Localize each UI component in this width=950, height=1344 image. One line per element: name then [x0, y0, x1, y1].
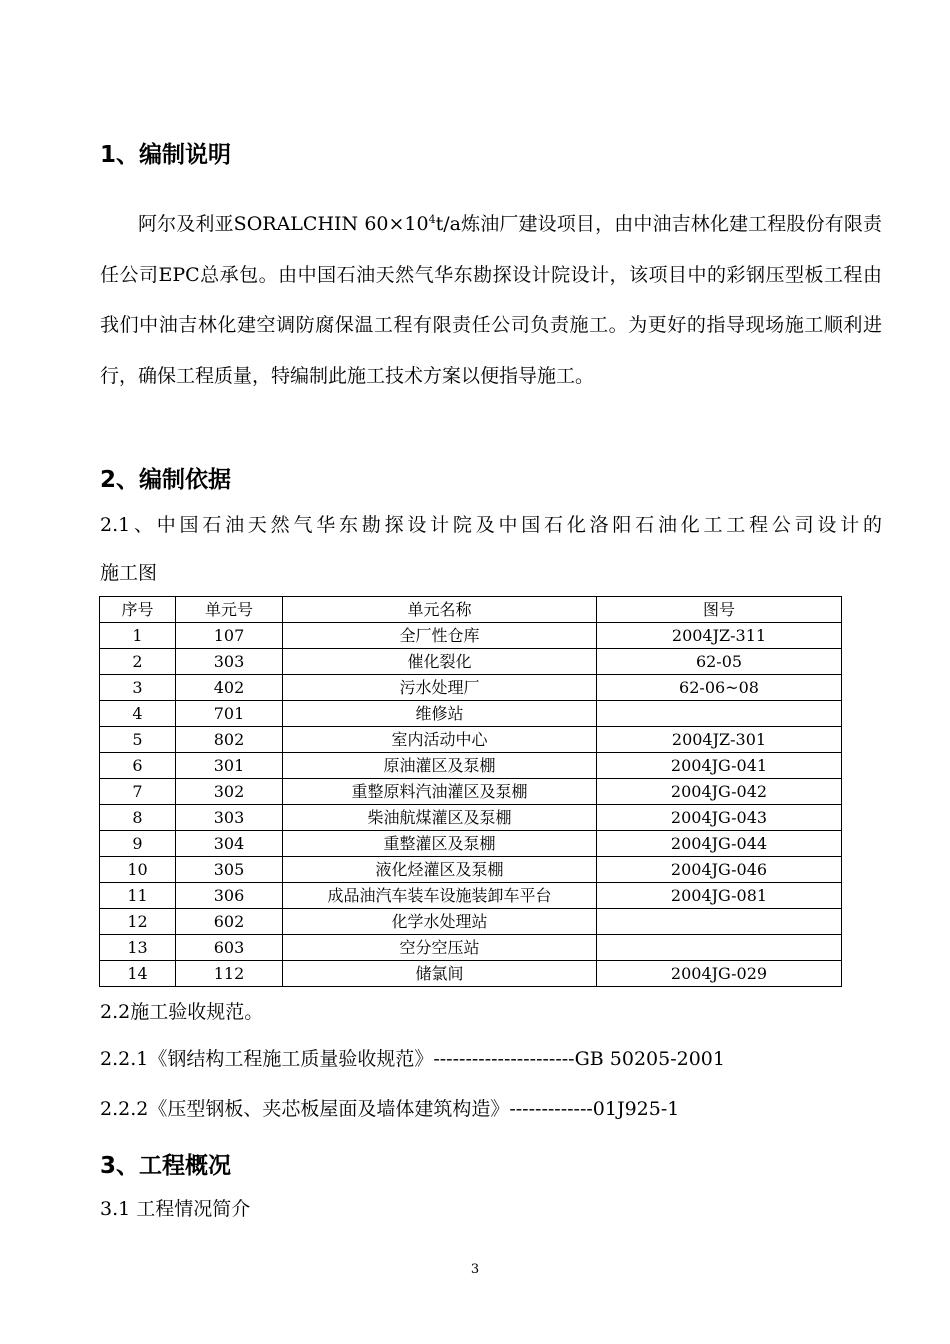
header-drawing-no: 图号 — [597, 597, 842, 623]
cell-seq: 3 — [100, 675, 176, 701]
cell-drawing-no — [597, 909, 842, 935]
section-3-heading: 3、工程概况 — [100, 1153, 232, 1179]
cell-seq: 6 — [100, 753, 176, 779]
item-2-2-2: 2.2.2《压型钢板、夹芯板屋面及墙体建筑构造》-------------01J925-1 — [100, 1098, 680, 1120]
cell-drawing-no: 2004JZ-301 — [597, 727, 842, 753]
table-row — [100, 701, 842, 727]
cell-unit-no: 301 — [176, 753, 283, 779]
cell-seq: 12 — [100, 909, 176, 935]
cell-unit-name: 催化裂化 — [283, 649, 597, 675]
cell-unit-no: 305 — [176, 857, 283, 883]
cell-unit-name: 全厂性仓库 — [283, 623, 597, 649]
table-row — [100, 805, 842, 831]
table-row — [100, 727, 842, 753]
header-seq: 序号 — [100, 597, 176, 623]
section-2-heading: 2、编制依据 — [100, 467, 232, 493]
header-unit-name: 单元名称 — [283, 597, 597, 623]
table-row — [100, 857, 842, 883]
cell-drawing-no: 2004JZ-311 — [597, 623, 842, 649]
table-row — [100, 675, 842, 701]
cell-drawing-no: 2004JG-043 — [597, 805, 842, 831]
cell-unit-no: 304 — [176, 831, 283, 857]
cell-unit-no: 302 — [176, 779, 283, 805]
cell-seq: 11 — [100, 883, 176, 909]
para-superscript: 4 — [428, 213, 436, 226]
para-text-a: 阿尔及利亚SORALCHIN 60×10 — [138, 213, 429, 235]
cell-seq: 5 — [100, 727, 176, 753]
units-table — [99, 596, 842, 987]
cell-seq: 10 — [100, 857, 176, 883]
cell-unit-no: 802 — [176, 727, 283, 753]
para-text-b: t/a炼油厂建设项目，由中油吉林化建工程股份有限责任公司EPC总承包。由中国石油天然气华东勘探设计院设计，该项目中的彩钢压型板工程由我们中油吉林化建空调防腐保温工程有限责任公司负责施工。为更好的指导现场施工顺利进行，确保工程质量，特编制此施工技术方案以便指导施工。 — [100, 213, 882, 387]
cell-drawing-no — [597, 701, 842, 727]
table-body — [100, 623, 842, 987]
cell-seq: 13 — [100, 935, 176, 961]
table-row — [100, 649, 842, 675]
table-row — [100, 753, 842, 779]
cell-drawing-no: 62-05 — [597, 649, 842, 675]
cell-unit-no: 602 — [176, 909, 283, 935]
cell-drawing-no: 2004JG-041 — [597, 753, 842, 779]
cell-unit-name: 维修站 — [283, 701, 597, 727]
cell-seq: 9 — [100, 831, 176, 857]
cell-unit-name: 液化烃灌区及泵棚 — [283, 857, 597, 883]
item-2-1-line1: 2.1、中国石油天然气华东勘探设计院及中国石化洛阳石油化工工程公司设计的 — [100, 514, 882, 536]
cell-seq: 14 — [100, 961, 176, 987]
table-row — [100, 779, 842, 805]
table-row — [100, 831, 842, 857]
cell-unit-name: 室内活动中心 — [283, 727, 597, 753]
cell-drawing-no: 62-06~08 — [597, 675, 842, 701]
cell-unit-name: 柴油航煤灌区及泵棚 — [283, 805, 597, 831]
cell-seq: 1 — [100, 623, 176, 649]
item-2-2-1: 2.2.1《钢结构工程施工质量验收规范》----------------------GB 50205-2001 — [100, 1048, 725, 1070]
cell-unit-no: 306 — [176, 883, 283, 909]
table-row — [100, 961, 842, 987]
item-3-1: 3.1 工程情况简介 — [100, 1198, 251, 1220]
table-header-row — [100, 597, 842, 623]
cell-drawing-no: 2004JG-042 — [597, 779, 842, 805]
cell-unit-name: 重整灌区及泵棚 — [283, 831, 597, 857]
cell-unit-no: 701 — [176, 701, 283, 727]
cell-seq: 8 — [100, 805, 176, 831]
cell-seq: 7 — [100, 779, 176, 805]
cell-unit-name: 原油灌区及泵棚 — [283, 753, 597, 779]
cell-unit-name: 重整原料汽油灌区及泵棚 — [283, 779, 597, 805]
cell-drawing-no — [597, 935, 842, 961]
cell-unit-no: 303 — [176, 649, 283, 675]
table-row — [100, 883, 842, 909]
cell-seq: 4 — [100, 701, 176, 727]
table-row — [100, 909, 842, 935]
cell-unit-name: 化学水处理站 — [283, 909, 597, 935]
cell-drawing-no: 2004JG-046 — [597, 857, 842, 883]
cell-drawing-no: 2004JG-081 — [597, 883, 842, 909]
cell-seq: 2 — [100, 649, 176, 675]
item-2-2: 2.2施工验收规范。 — [100, 1001, 264, 1023]
section-1-heading: 1、编制说明 — [100, 142, 232, 168]
table-row — [100, 935, 842, 961]
cell-unit-name: 储氯间 — [283, 961, 597, 987]
section-1-paragraph — [100, 199, 882, 401]
cell-unit-name: 成品油汽车装车设施装卸车平台 — [283, 883, 597, 909]
cell-drawing-no: 2004JG-044 — [597, 831, 842, 857]
cell-unit-name: 空分空压站 — [283, 935, 597, 961]
item-2-1-line2: 施工图 — [100, 562, 158, 584]
cell-unit-no: 603 — [176, 935, 283, 961]
header-unit-no: 单元号 — [176, 597, 283, 623]
cell-unit-name: 污水处理厂 — [283, 675, 597, 701]
page-number: 3 — [470, 1262, 480, 1277]
cell-unit-no: 112 — [176, 961, 283, 987]
cell-unit-no: 107 — [176, 623, 283, 649]
cell-unit-no: 303 — [176, 805, 283, 831]
table-row — [100, 623, 842, 649]
cell-unit-no: 402 — [176, 675, 283, 701]
cell-drawing-no: 2004JG-029 — [597, 961, 842, 987]
